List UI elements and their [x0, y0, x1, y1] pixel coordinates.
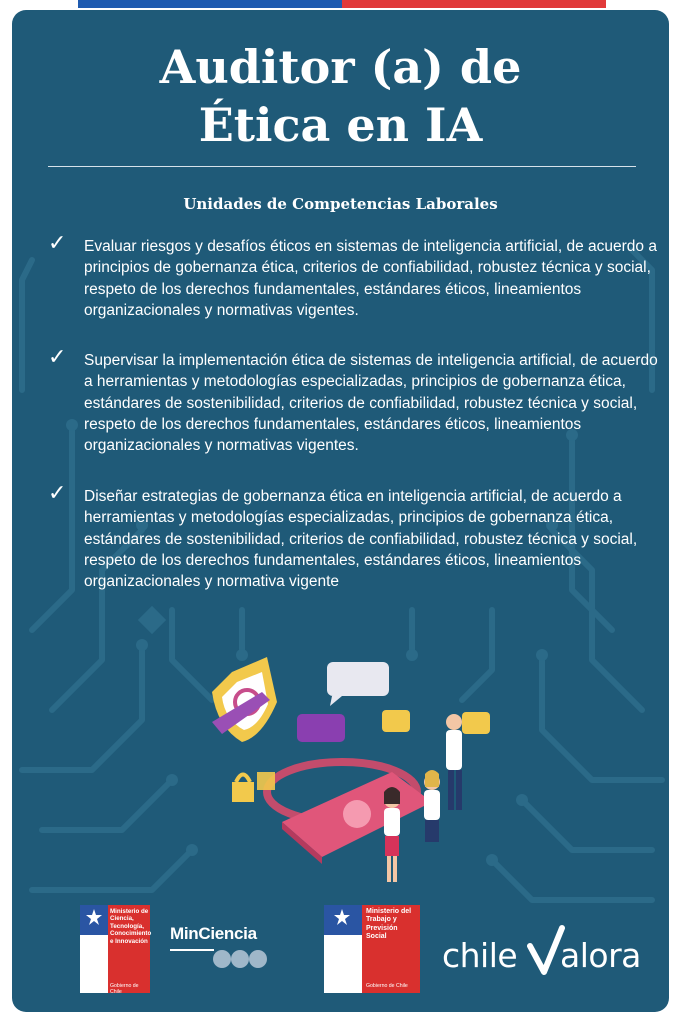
ministerio-trabajo-name: Ministerio del Trabajo y Previsión Social	[366, 908, 412, 941]
top-bar-blue	[78, 0, 342, 8]
chile-emblem-icon	[84, 907, 104, 933]
ministerio-ciencia-logo	[80, 905, 150, 993]
minciencia-wordmark: MinCiencia	[170, 924, 257, 943]
chilevalora-part-1: chile	[442, 936, 518, 975]
competency-text-2: Supervisar la implementación ética de sistemas de inteligencia artificial, de acuerdo a herramientas y metodologías especializadas, principios de gobernanza ética, estándares de sostenibilidad, criterios de confiabilidad, robustez técnica y social, respeto de los derechos fundamentales, estándares éticos, lineamientos organizacionales y normativas vigentes.	[84, 352, 658, 455]
gobierno-label: Gobierno de Chile	[110, 983, 139, 995]
gobierno-label: Gobierno de Chile	[366, 983, 408, 989]
title-line-1: Auditor (a) de	[159, 40, 522, 94]
ministerio-trabajo-logo	[324, 905, 420, 993]
minciencia-logo	[170, 924, 282, 974]
chile-emblem-icon	[332, 907, 352, 933]
top-flag-bar	[78, 0, 606, 8]
ai-ethics-illustration	[192, 642, 492, 892]
check-icon: ✓	[48, 345, 67, 370]
competency-text-3: Diseñar estrategias de gobernanza ética en inteligencia artificial, de acuerdo a herramientas y metodologías especializadas, principios de gobernanza ética, estándares de sostenibilidad, criterios de confiabilidad, robustez técnica y social, respeto de los derechos fundamentales, estándares éticos, lineamientos organizacionales y normativa vigente	[84, 488, 638, 591]
chilevalora-logo	[442, 930, 657, 978]
minciencia-dots-icon	[170, 944, 282, 974]
competency-text-1: Evaluar riesgos y desafíos éticos en sistemas de inteligencia artificial, de acuerdo a principios de gobernanza ética, criterios de confiabilidad, robustez técnica y social, respeto de los derechos fundamentales, estándares éticos, lineamientos organizacionales y normativas vigentes.	[84, 238, 657, 319]
title-line-2: Ética en IA	[198, 98, 483, 152]
chilevalora-part-2: alora	[560, 936, 641, 975]
ministerio-ciencia-name: Ministerio de Ciencia, Tecnología, Conocimiento e Innovación	[110, 908, 152, 945]
check-icon: ✓	[48, 481, 67, 506]
top-bar-red	[342, 0, 606, 8]
check-icon: ✓	[48, 231, 67, 256]
section-subtitle: Unidades de Competencias Laborales	[183, 195, 498, 213]
poster-card	[12, 10, 669, 1012]
title-divider	[48, 166, 636, 167]
